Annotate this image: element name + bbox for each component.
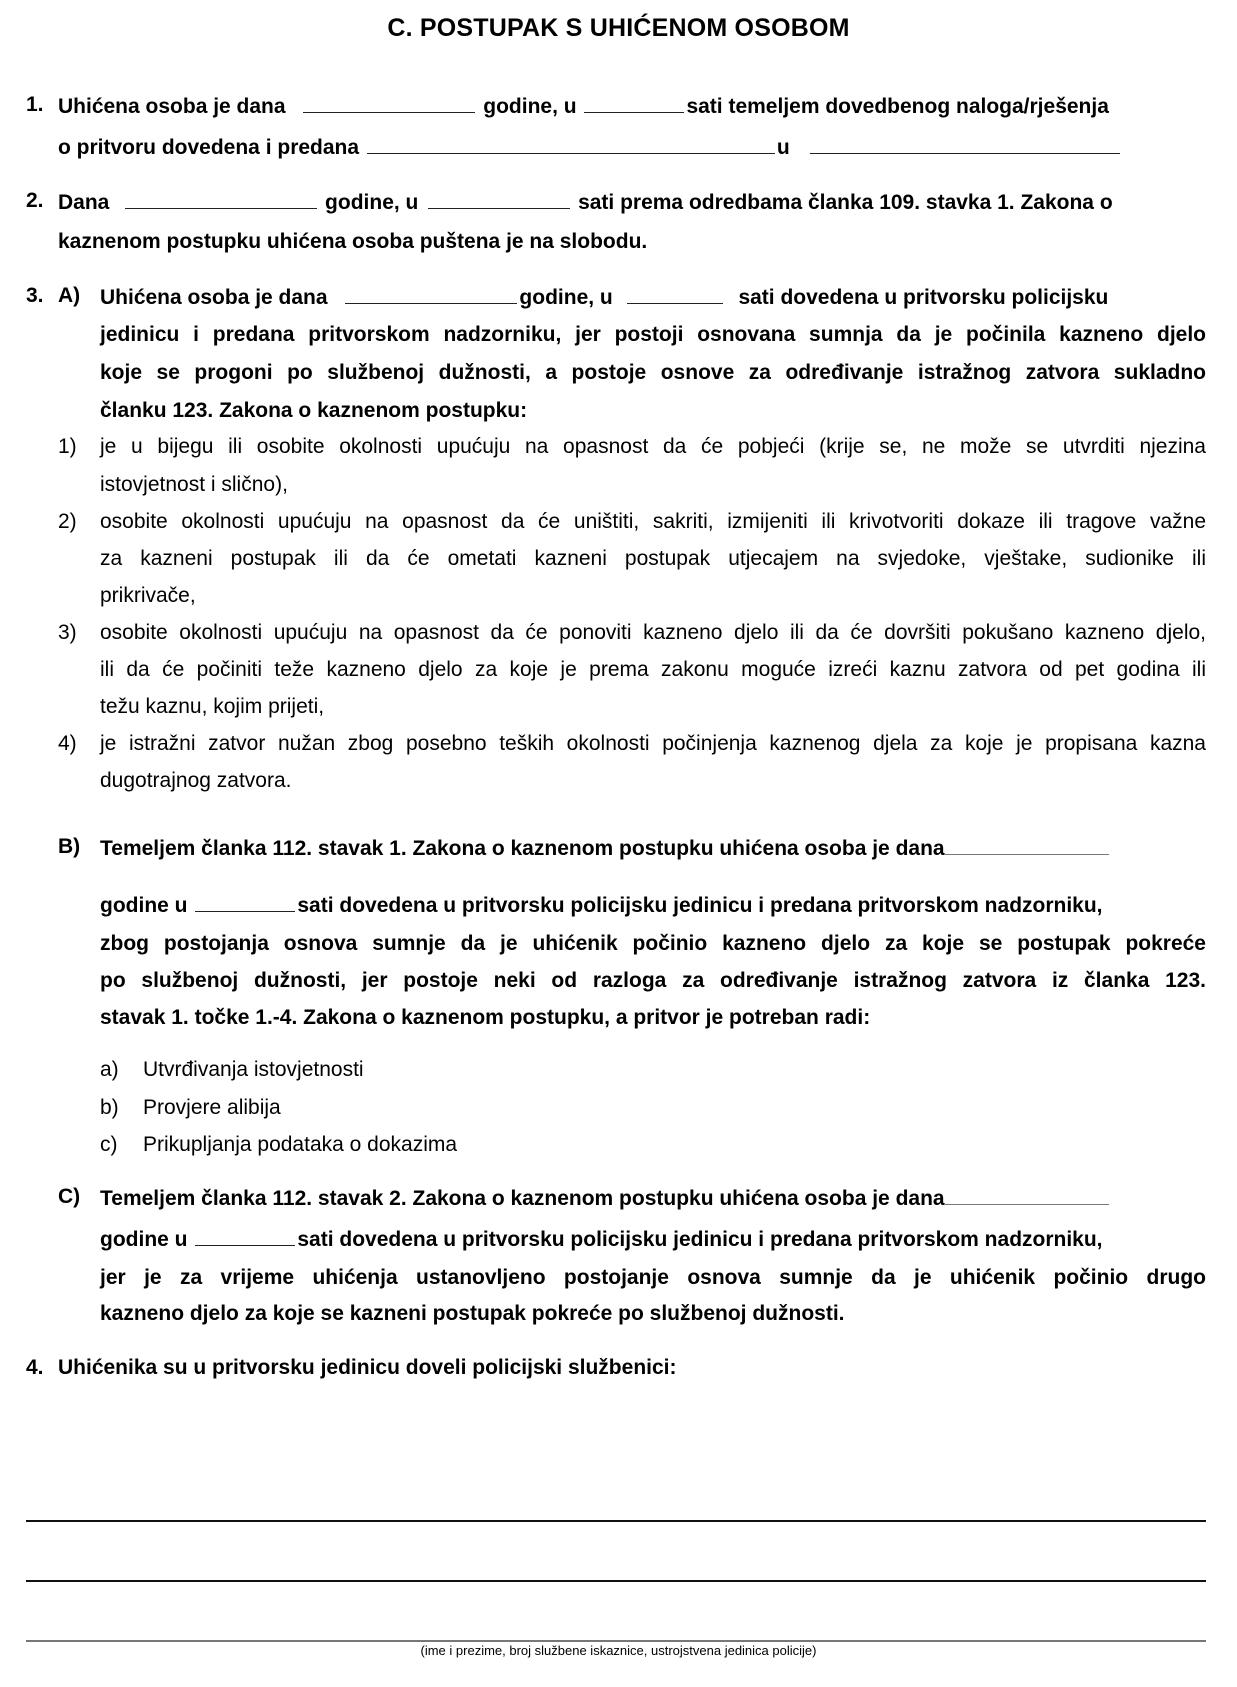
section-2-text-dana: Dana xyxy=(58,191,110,214)
item-1-line-1: je u bijegu ili osobite okolnosti upućuju na opasnost da će pobjeći (krije se, ne može se utvrditi njezina xyxy=(100,435,1206,458)
section-3c-line-2 xyxy=(100,1225,1103,1253)
section-3c-line-1 xyxy=(100,1184,1111,1212)
section-1-text-godine: godine, u xyxy=(483,95,577,118)
reason-c-text: Prikupljanja podataka o dokazima xyxy=(143,1133,458,1156)
section-3c-label: C) xyxy=(58,1185,81,1208)
item-4-line-1: je istražni zatvor nužan zbog posebno teških okolnosti počinjenja kaznenog djela za koje je propisana kazna xyxy=(100,732,1206,755)
section-3a-line-4: članku 123. Zakona o kaznenom postupku: xyxy=(100,399,528,422)
reason-a-label: a) xyxy=(100,1058,119,1081)
section-3-number: 3. xyxy=(26,284,44,307)
item-4-label: 4) xyxy=(58,732,77,755)
officer-line-2[interactable] xyxy=(26,1580,1206,1582)
item-2-line-1: osobite okolnosti upućuju na opasnost da će uništiti, sakriti, izmijeniti ili krivotvoriti dokaze ili tragove važne xyxy=(100,510,1206,533)
item-3-line-3: težu kaznu, kojim prijeti, xyxy=(100,695,325,718)
section-3b-text-godine: godine u xyxy=(100,894,188,917)
page-title: C. POSTUPAK S UHIĆENOM OSOBOM xyxy=(387,14,850,42)
section-3a-text: Uhićena osoba je dana xyxy=(100,286,328,309)
section-3c-line-4: kazneno djelo za koje se kazneni postupak pokreće po službenoj dužnosti. xyxy=(100,1302,845,1325)
section-3a-time-field[interactable] xyxy=(627,283,723,304)
section-1-handed-to-field[interactable] xyxy=(367,133,775,154)
section-1-number: 1. xyxy=(26,93,44,116)
reason-b-label: b) xyxy=(100,1096,119,1119)
item-1-line-2: istovjetnost i slično), xyxy=(100,473,288,496)
section-3a-text-sati: sati dovedena u pritvorsku policijsku xyxy=(738,286,1109,309)
section-4-text: Uhićenika su u pritvorsku jedinicu doveli policijski službenici: xyxy=(58,1356,677,1379)
section-1-text-predana: o pritvoru dovedena i predana xyxy=(58,136,360,159)
section-2-line-2: kaznenom postupku uhićena osoba puštena je na slobodu. xyxy=(58,230,648,253)
section-3c-date-field[interactable] xyxy=(945,1184,1109,1205)
item-4-line-2: dugotrajnog zatvora. xyxy=(100,769,292,792)
item-3-line-1: osobite okolnosti upućuju na opasnost da će ponoviti kazneno djelo ili da će dovršiti pokušano kazneno djelo, xyxy=(100,621,1206,644)
section-3b-time-field[interactable] xyxy=(195,891,295,912)
officer-caption: (ime i prezime, broj službene iskaznice, ustrojstvena jedinica policije) xyxy=(420,1643,817,1658)
item-3-label: 3) xyxy=(58,621,77,644)
section-1-date-field[interactable] xyxy=(303,92,475,113)
section-3b-label: B) xyxy=(58,835,81,858)
section-3a-date-field[interactable] xyxy=(345,283,517,304)
item-2-line-2: za kazneni postupak ili da će ometati kazneni postupak utjecajem na svjedoke, vještake, sudionike ili xyxy=(100,547,1206,570)
section-1-time-field[interactable] xyxy=(584,92,684,113)
item-1-label: 1) xyxy=(58,435,77,458)
item-2-line-3: prikrivače, xyxy=(100,584,196,607)
section-3a-line-2: jedinicu i predana pritvorskom nadzorniku, jer postoji osnovana sumnja da je počinila kazneno djelo xyxy=(100,323,1206,346)
section-3a-text-godine: godine, u xyxy=(519,286,613,309)
officer-line-3[interactable] xyxy=(26,1640,1206,1642)
section-3b-line-2 xyxy=(100,891,1103,919)
section-2-number: 2. xyxy=(26,189,44,212)
section-3b-line-5: stavak 1. točke 1.-4. Zakona o kaznenom postupku, a pritvor je potreban radi: xyxy=(100,1006,871,1029)
section-3c-time-field[interactable] xyxy=(195,1225,295,1246)
section-2-time-field[interactable] xyxy=(428,188,570,209)
section-2-text-sati: sati prema odredbama članka 109. stavka 1. Zakona o xyxy=(578,191,1113,214)
section-3a-label: A) xyxy=(58,284,81,307)
section-3c-text-sati: sati dovedena u pritvorsku policijsku jedinicu i predana pritvorskom nadzorniku, xyxy=(297,1228,1103,1251)
section-4-number: 4. xyxy=(26,1356,44,1379)
officer-line-1[interactable] xyxy=(26,1520,1206,1522)
reason-b-text: Provjere alibija xyxy=(143,1096,281,1119)
section-3c-line-3: jer je za vrijeme uhićenja ustanovljeno postojanje osnova sumnje da je uhićenik počinio drugo xyxy=(100,1266,1206,1289)
section-2-date-field[interactable] xyxy=(125,188,317,209)
section-3b-text-sati: sati dovedena u pritvorsku policijsku jedinicu i predana pritvorskom nadzorniku, xyxy=(297,894,1103,917)
reason-a-text: Utvrđivanja istovjetnosti xyxy=(143,1058,364,1081)
section-1-location-field[interactable] xyxy=(810,133,1120,154)
section-3c-text: Temeljem članka 112. stavak 2. Zakona o kaznenom postupku uhićena osoba je dana xyxy=(100,1187,945,1210)
section-3b-line-3: zbog postojanja osnova sumnje da je uhićenik počinio kazneno djelo za koje se postupak pokreće xyxy=(100,932,1206,955)
section-3b-line-4: po službenoj dužnosti, jer postoje neki od razloga za određivanje istražnog zatvora iz članka 123. xyxy=(100,969,1206,992)
item-3-line-2: ili da će počiniti teže kazneno djelo za koje je prema zakonu moguće izreći kaznu zatvora od pet godina ili xyxy=(100,658,1206,681)
section-2-text-godine: godine, u xyxy=(325,191,419,214)
item-2-label: 2) xyxy=(58,510,77,533)
reason-c-label: c) xyxy=(100,1133,118,1156)
section-3b-text: Temeljem članka 112. stavak 1. Zakona o kaznenom postupku uhićena osoba je dana xyxy=(100,837,945,860)
section-3c-text-godine: godine u xyxy=(100,1228,188,1251)
section-3b-line-1 xyxy=(100,834,1111,862)
section-3a-line-3: koje se progoni po službenoj dužnosti, a postoje osnove za određivanje istražnog zatvora sukladno xyxy=(100,361,1206,384)
section-1-text-u: u xyxy=(776,136,790,159)
section-1-text: Uhićena osoba je dana xyxy=(58,95,286,118)
section-1-text-sati: sati temeljem dovedbenog naloga/rješenja xyxy=(686,95,1109,118)
section-3b-date-field[interactable] xyxy=(945,834,1109,855)
section-1-line-2 xyxy=(58,133,1122,161)
